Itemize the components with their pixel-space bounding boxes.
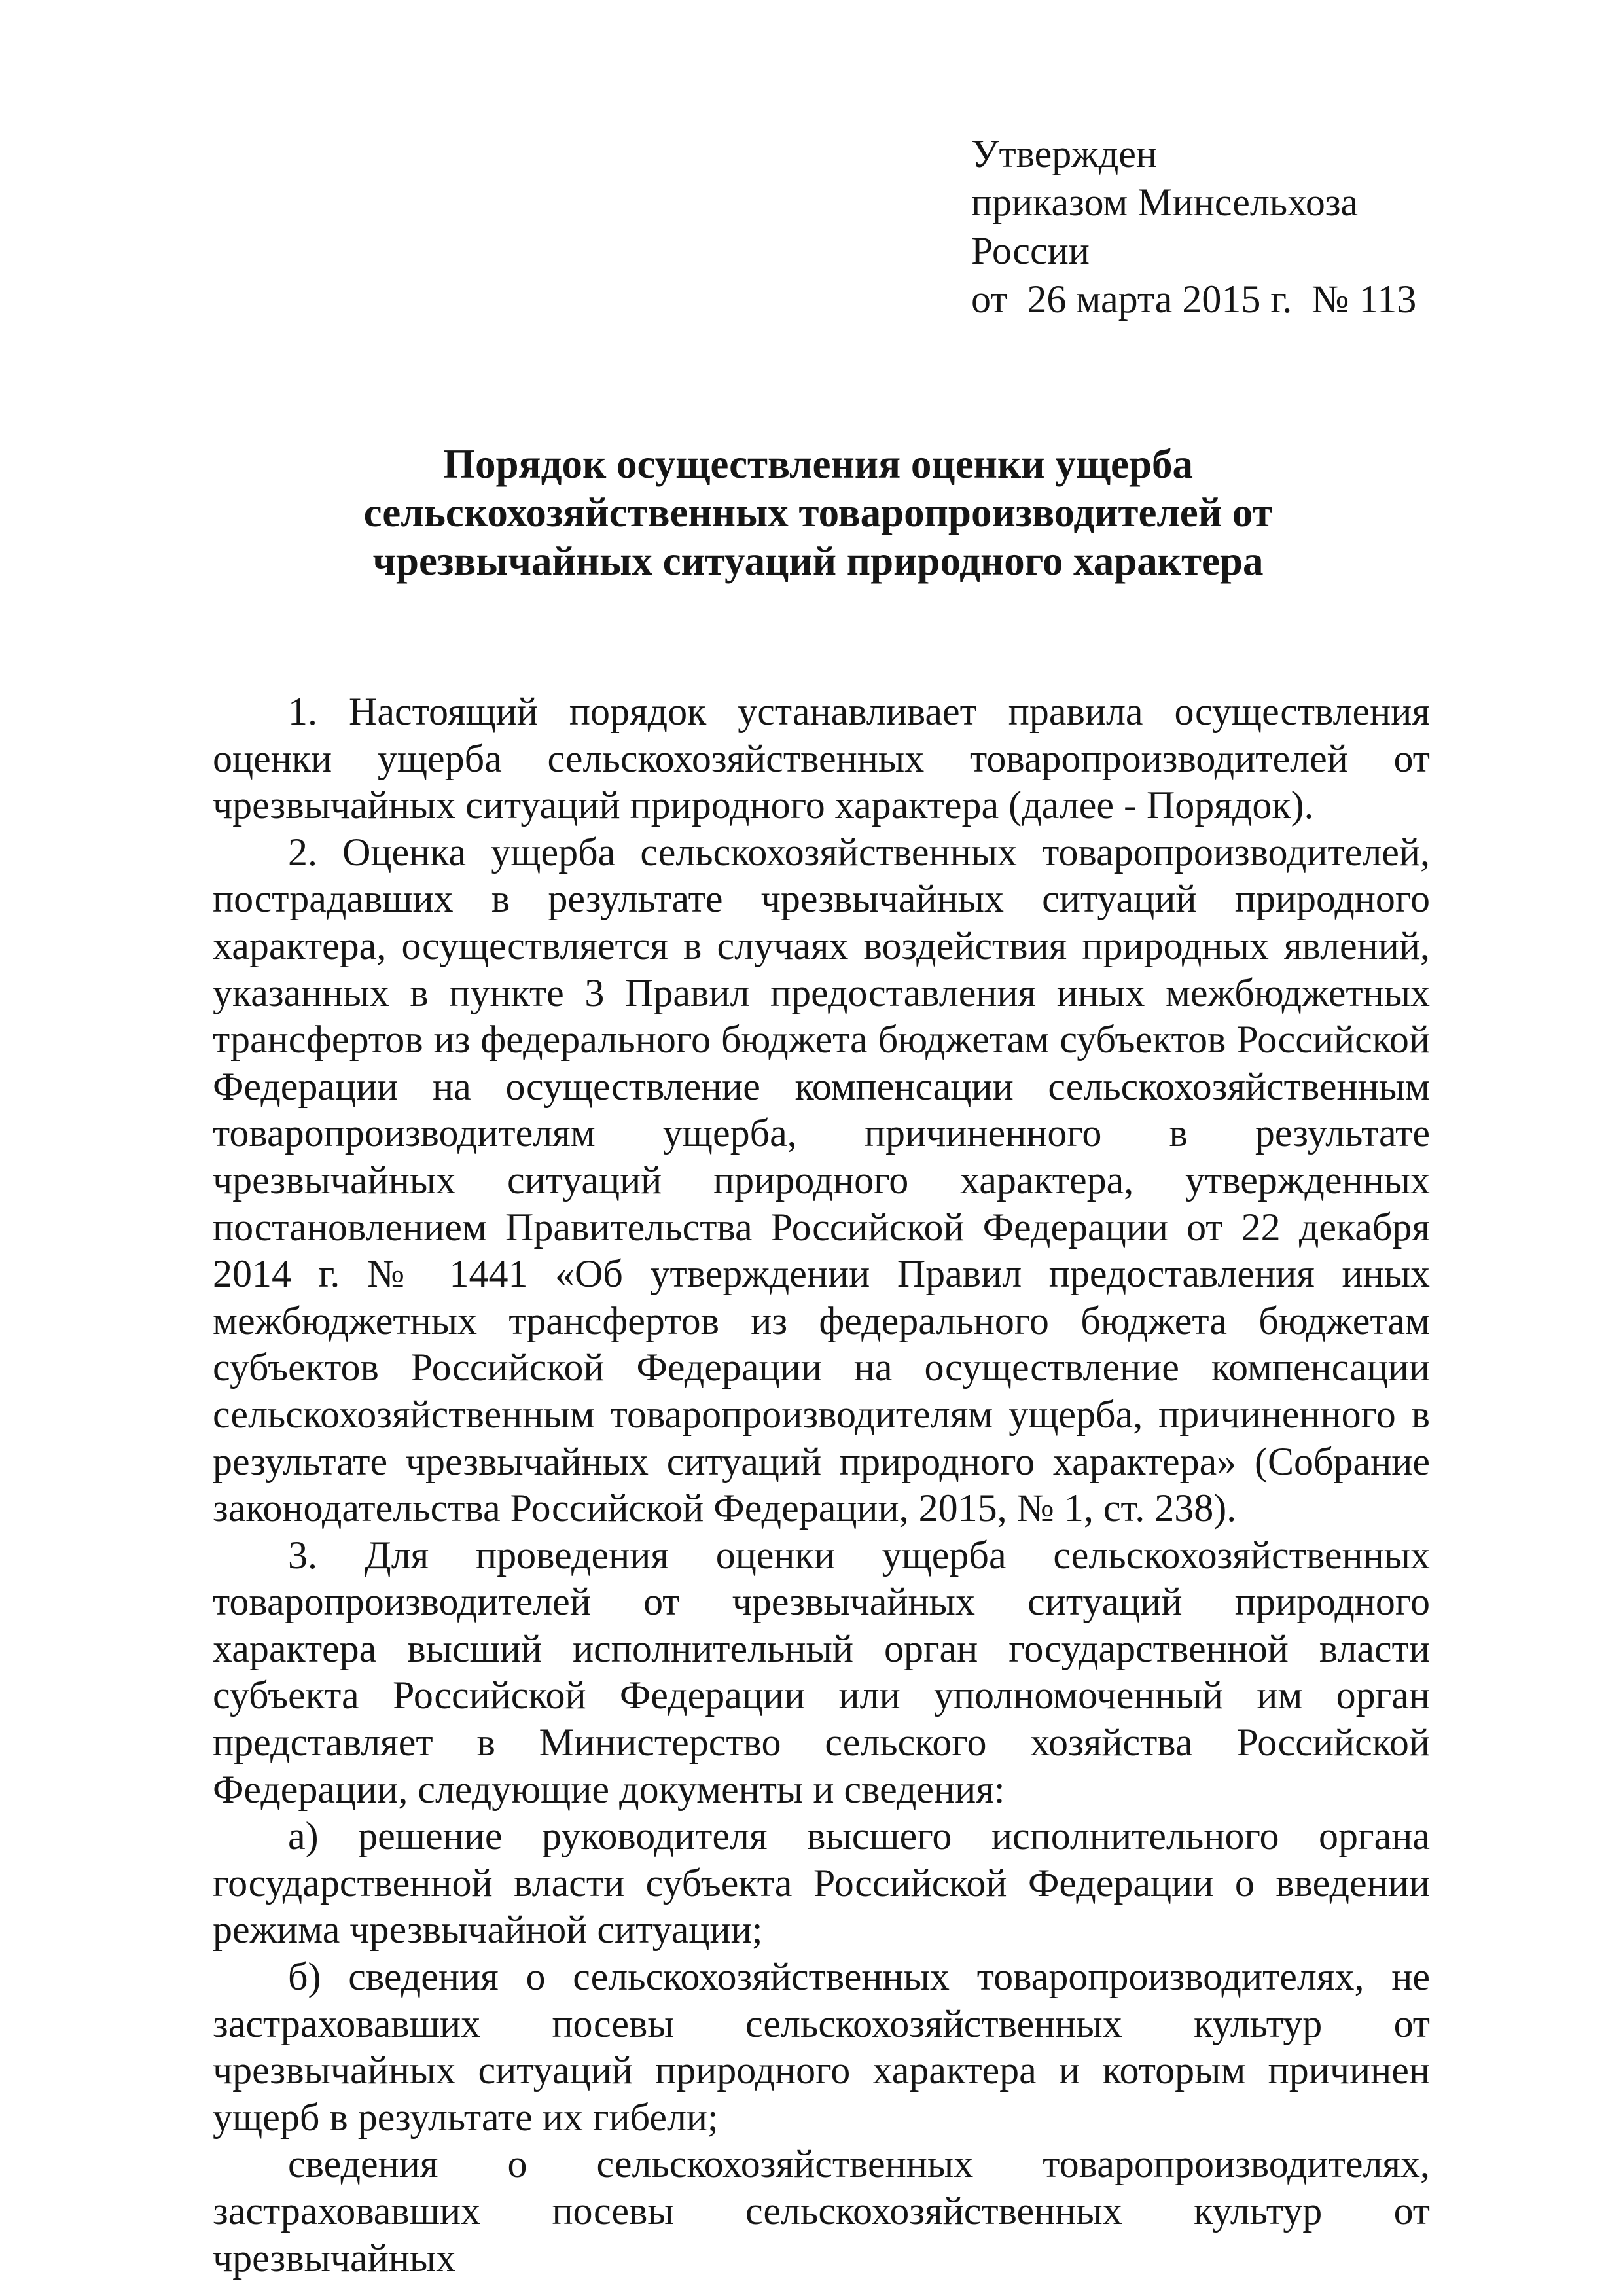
- document-body: [213, 689, 1430, 2282]
- approval-block: [971, 130, 1416, 323]
- paragraph-3b: б) сведения о сельскохозяйственных товаропроизводителях, не застраховавших посевы сельскохозяйственных культур от чрезвычайных ситуаций природного характера и которым причинен ущерб в результате их гибели;: [213, 1955, 1430, 2139]
- approval-line: приказом Минсельхоза: [971, 181, 1359, 224]
- approval-line: Утвержден: [971, 132, 1158, 175]
- title-line: Порядок осуществления оценки ущерба: [442, 441, 1194, 487]
- paragraph-3b-continued: сведения о сельскохозяйственных товаропроизводителях, застраховавших посевы сельскохозяйственных культур от чрезвычайных: [213, 2142, 1430, 2280]
- title-line: сельскохозяйственных товаропроизводителей от: [363, 490, 1273, 535]
- approval-line: России: [971, 229, 1090, 272]
- paragraph-2: 2. Оценка ущерба сельскохозяйственных товаропроизводителей, пострадавших в результате чрезвычайных ситуаций природного характера, осуществляется в случаях воздействия природных явлений, указанных в пункте 3 Правил предоставления иных межбюджетных трансфертов из федерального бюджета бюджетам субъектов Российской Федерации на осуществление компенсации сельскохозяйственным товаропроизводителям ущерба, причиненного в результате чрезвычайных ситуаций природного характера, утвержденных постановлением Правительства Российской Федерации от 22 декабря 2014 г. № 1441 «Об утверждении Правил предоставления иных межбюджетных трансфертов из федерального бюджета бюджетам субъектов Российской Федерации на осуществление компенсации сельскохозяйственным товаропроизводителям ущерба, причиненного в результате чрезвычайных ситуаций природного характера» (Собрание законодательства Российской Федерации, 2015, № 1, ст. 238).: [213, 830, 1430, 1530]
- paragraph-3: 3. Для проведения оценки ущерба сельскохозяйственных товаропроизводителей от чрезвычайных ситуаций природного характера высший исполнительный орган государственной власти субъекта Российской Федерации или уполномоченный им орган представляет в Министерство сельского хозяйства Российской Федерации, следующие документы и сведения:: [213, 1533, 1430, 1811]
- paragraph-3a: а) решение руководителя высшего исполнительного органа государственной власти субъекта Российской Федерации о введении режима чрезвычайной ситуации;: [213, 1814, 1430, 1952]
- document-title: [216, 440, 1420, 585]
- approval-date-line: от 26 марта 2015 г. № 113: [971, 278, 1417, 321]
- title-line: чрезвычайных ситуаций природного характера: [372, 538, 1264, 584]
- paragraph-1: 1. Настоящий порядок устанавливает правила осуществления оценки ущерба сельскохозяйственных товаропроизводителей от чрезвычайных ситуаций природного характера (далее - Порядок).: [213, 690, 1430, 827]
